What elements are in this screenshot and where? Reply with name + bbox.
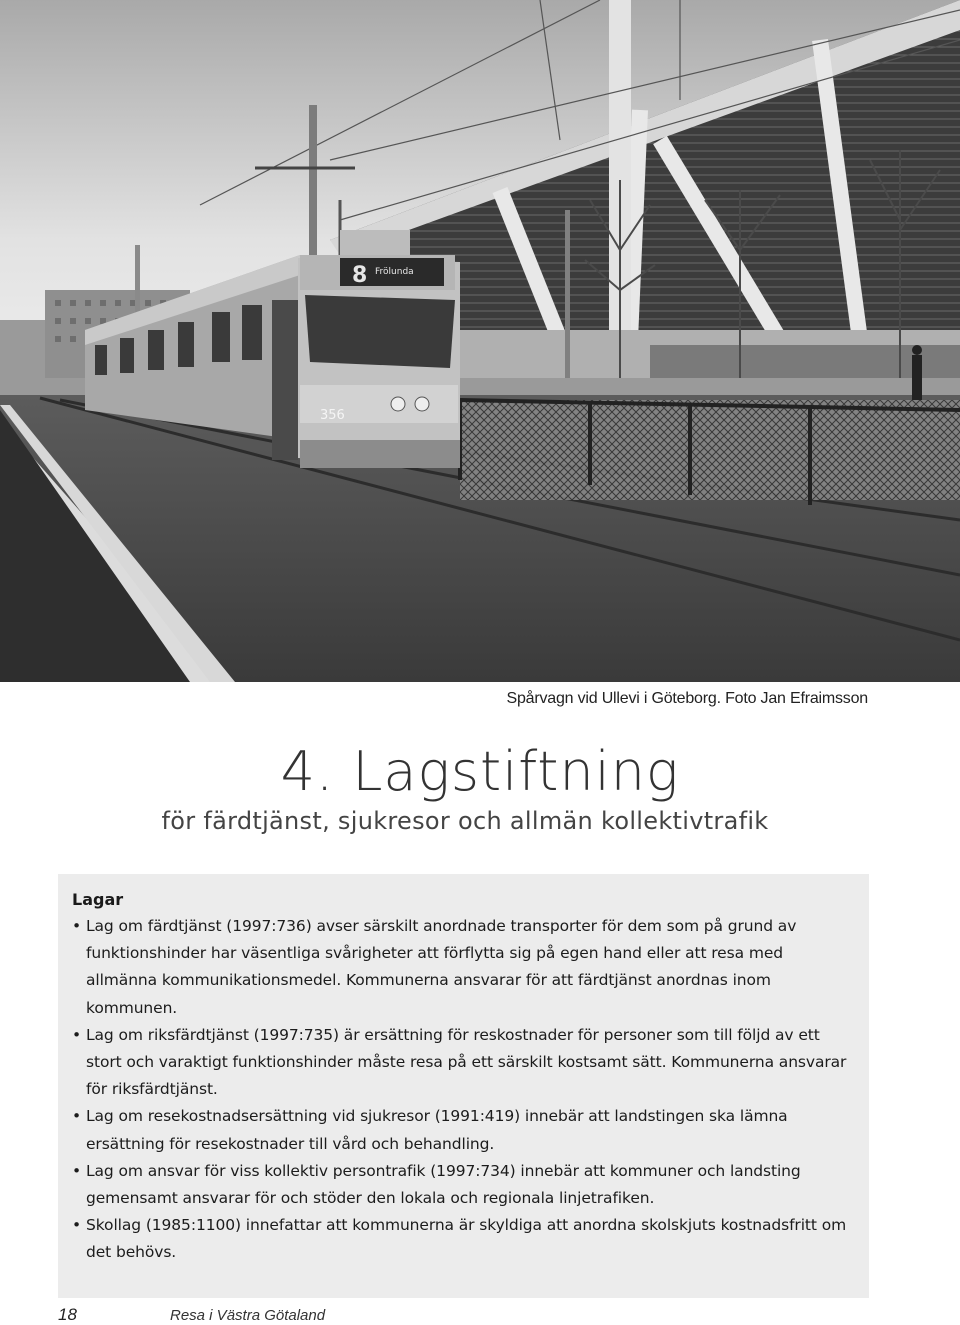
list-item-text: Lag om resekostnadsersättning vid sjukresor (1991:419) innebär att landstingen ska lämna ersättning för resekostnader till vård och behandling. (86, 1107, 788, 1153)
bullet-icon: • (72, 917, 82, 935)
pedestrian (912, 355, 922, 400)
list-item (72, 1158, 855, 1212)
bullet-icon: • (72, 1216, 82, 1235)
list-item (72, 1022, 855, 1104)
page-footer (0, 1305, 960, 1325)
tram-route-number: 8 (352, 263, 368, 288)
tram-fleet-number: 356 (320, 408, 345, 423)
tram-destination: Frölunda (375, 267, 414, 277)
page-number: 18 (58, 1305, 77, 1324)
list-item (72, 1103, 855, 1157)
track-fence (460, 400, 960, 500)
bullet-icon: • (72, 1025, 82, 1044)
list-item-text: Skollag (1985:1100) innefattar att kommunerna är skyldiga att anordna skolskjuts kostnadsfritt om det behövs. (86, 1216, 847, 1262)
list-item-text: Lag om färdtjänst (1997:736) avser särskilt anordnade transporter för dem som på grund av funktionshinder har väsentliga svårigheter att förflytta sig på egen hand eller att resa med allmänna kommunikationsmedel. Kommunerna ansvarar för att färdtjänst anordnas inom kommunen. (86, 917, 797, 1017)
chapter-title: 4. Lagstiftning (280, 740, 680, 803)
bullet-icon: • (72, 1107, 82, 1126)
laws-list (72, 913, 855, 1267)
publication-name: Resa i Västra Götaland (170, 1307, 326, 1324)
laws-heading: Lagar (72, 890, 124, 909)
list-item (72, 1212, 855, 1266)
chapter-subtitle: för färdtjänst, sjukresor och allmän kollektivtrafik (161, 807, 769, 835)
list-item-text: Lag om ansvar för viss kollektiv persontrafik (1997:734) innebär att kommuner och landsting gemensamt ansvarar för och stöder den lokala och regionala linjetrafiken. (86, 1161, 801, 1208)
photo-caption: Spårvagn vid Ullevi i Göteborg. Foto Jan Efraimsson (506, 690, 868, 707)
bullet-icon: • (72, 1161, 82, 1180)
laws-box (58, 874, 869, 1298)
list-item (72, 913, 855, 1022)
list-item-text: Lag om riksfärdtjänst (1997:735) är ersättning för reskostnader för personer som till följd av ett stort och varaktigt funktionshinder måste resa på ett särskilt kostsamt sätt. Kommunerna ansvarar för riksfärdtjänst. (86, 1025, 847, 1099)
tram-windshield (305, 295, 455, 368)
